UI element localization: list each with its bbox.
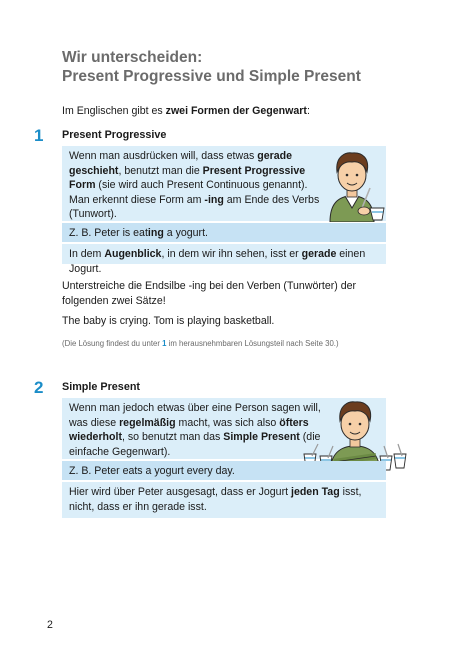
example-box-1	[62, 223, 386, 242]
example-text-2: Z. B. Peter eats a yogurt every day.	[69, 465, 235, 477]
rule-text-2: Wenn man jedoch etwas über eine Person sagen will, was diese regelmäßig macht, was sich also öfters wiederholt, so benutzt man das Simple Present (die einfache Gegenwart).	[69, 402, 321, 458]
example-box-2	[62, 461, 386, 480]
intro-bold: zwei Formen der Gegenwart	[165, 105, 307, 117]
example-text-1: Z. B. Peter is eating a yogurt.	[69, 227, 208, 239]
page-number: 2	[47, 619, 53, 631]
section-heading-2: Simple Present	[62, 381, 141, 393]
page-title	[62, 48, 361, 86]
explanation-box-2	[62, 482, 386, 518]
section-heading-1: Present Progressive	[62, 129, 167, 141]
explanation-text-2: Hier wird über Peter ausgesagt, dass er Jogurt jeden Tag isst, nicht, dass er ihn gerade isst.	[69, 486, 362, 513]
intro-post: :	[306, 105, 310, 117]
exercise-instruction: Unterstreiche die Endsilbe -ing bei den Verben (Tunwörter) der folgenden zwei Sätze!	[62, 280, 357, 307]
section-number-1: 1	[34, 126, 44, 145]
rule-text-1: Wenn man ausdrücken will, dass etwas gerade geschieht, benutzt man die Present Progressive Form (sie wird auch Present Continuous genannt). Man erkennt diese Form am -ing am Ende des Verbs (Tunwort).	[69, 150, 320, 220]
intro-pre: Im Englischen gibt es	[62, 105, 166, 117]
section-number-2: 2	[34, 378, 44, 397]
solution-note: (Die Lösung findest du unter 1 im herausnehmbaren Lösungsteil nach Seite 30.)	[62, 339, 339, 348]
intro-text	[62, 104, 310, 119]
title-line-1: Wir unterscheiden:	[62, 49, 203, 66]
explanation-box-1	[62, 244, 386, 275]
explanation-text-1: In dem Augenblick, in dem wir ihn sehen, isst er gerade einen Jogurt.	[69, 248, 366, 275]
exercise-sentences: The baby is crying. Tom is playing basketball.	[62, 315, 275, 327]
boy-eating-yogurt-illustration	[318, 148, 386, 222]
title-line-2: Present Progressive und Simple Present	[62, 68, 361, 85]
